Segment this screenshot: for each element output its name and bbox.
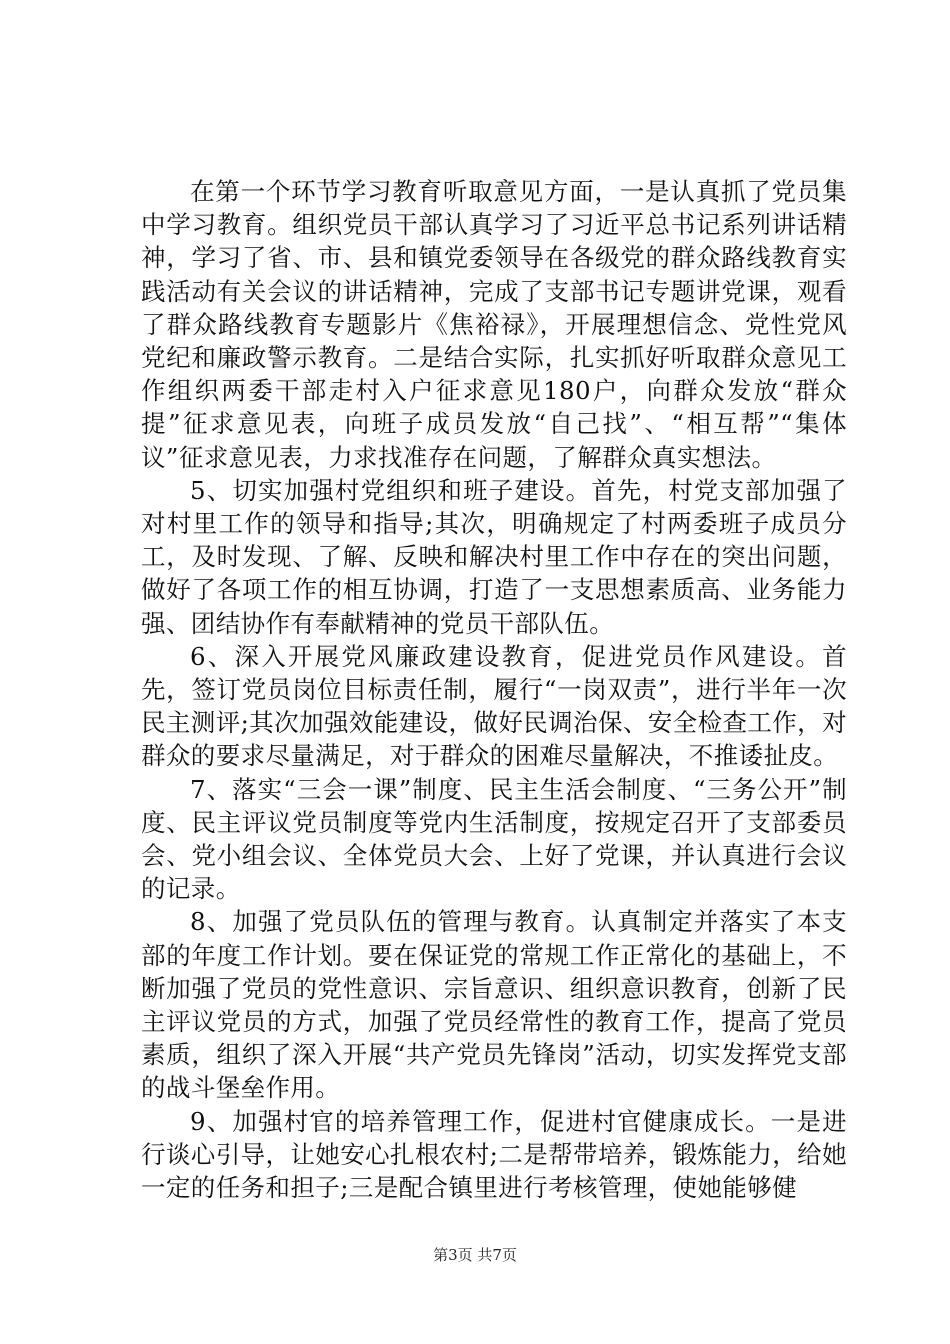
paragraph-item-7: 7、落实“三会一课”制度、民主生活会制度、“三务公开”制度、民主评议党员制度等党内生活制度，按规定召开了支部委员会、党小组会议、全体党员大会、上好了党课，并认真进行会议的记录。 (141, 774, 847, 904)
paragraph-item-5: 5、切实加强村党组织和班子建设。首先，村党支部加强了对村里工作的领导和指导;其次，明确规定了村两委班子成员分工，及时发现、了解、反映和解决村里工作中存在的突出问题，做好了各项工作的相互协调，打造了一支思想素质高、业务能力强、团结协作有奉献精神的党员干部队伍。 (141, 475, 847, 638)
page-number-footer: 第3页 共7页 (433, 1246, 517, 1264)
paragraph-item-8: 8、加强了党员队伍的管理与教育。认真制定并落实了本支部的年度工作计划。要在保证党的常规工作正常化的基础上，不断加强了党员的党性意识、宗旨意识、组织意识教育，创新了民主评议党员的方式，加强了党员经常性的教育工作，提高了党员素质，组织了深入开展“共产党员先锋岗”活动，切实发挥党支部的战斗堡垒作用。 (141, 907, 847, 1103)
paragraph-learning-education: 在第一个环节学习教育听取意见方面，一是认真抓了党员集中学习教育。组织党员干部认真学习了习近平总书记系列讲话精神，学习了省、市、县和镇党委领导在各级党的群众路线教育实践活动有关会议的讲话精神，完成了支部书记专题讲党课，观看了群众路线教育专题影片《焦裕禄》，开展理想信念、党性党风党纪和廉政警示教育。二是结合实际，扎实抓好听取群众意见工作组织两委干部走村入户征求意见180户，向群众发放“群众提”征求意见表，向班子成员发放“自己找”、“相互帮”“集体议”征求意见表，力求找准存在问题，了解群众真实想法。 (141, 177, 847, 472)
paragraph-item-9: 9、加强村官的培养管理工作，促进村官健康成长。一是进行谈心引导，让她安心扎根农村;二是帮带培养，锻炼能力，给她一定的任务和担子;三是配合镇里进行考核管理，使她能够健 (141, 1106, 847, 1203)
paragraph-item-6: 6、深入开展党风廉政建设教育，促进党员作风建设。首先，签订党员岗位目标责任制，履行“一岗双责”，进行半年一次民主测评;其次加强效能建设，做好民调治保、安全检查工作，对群众的要求尽量满足，对于群众的困难尽量解决，不推诿扯皮。 (141, 641, 847, 771)
document-body (141, 175, 847, 1204)
